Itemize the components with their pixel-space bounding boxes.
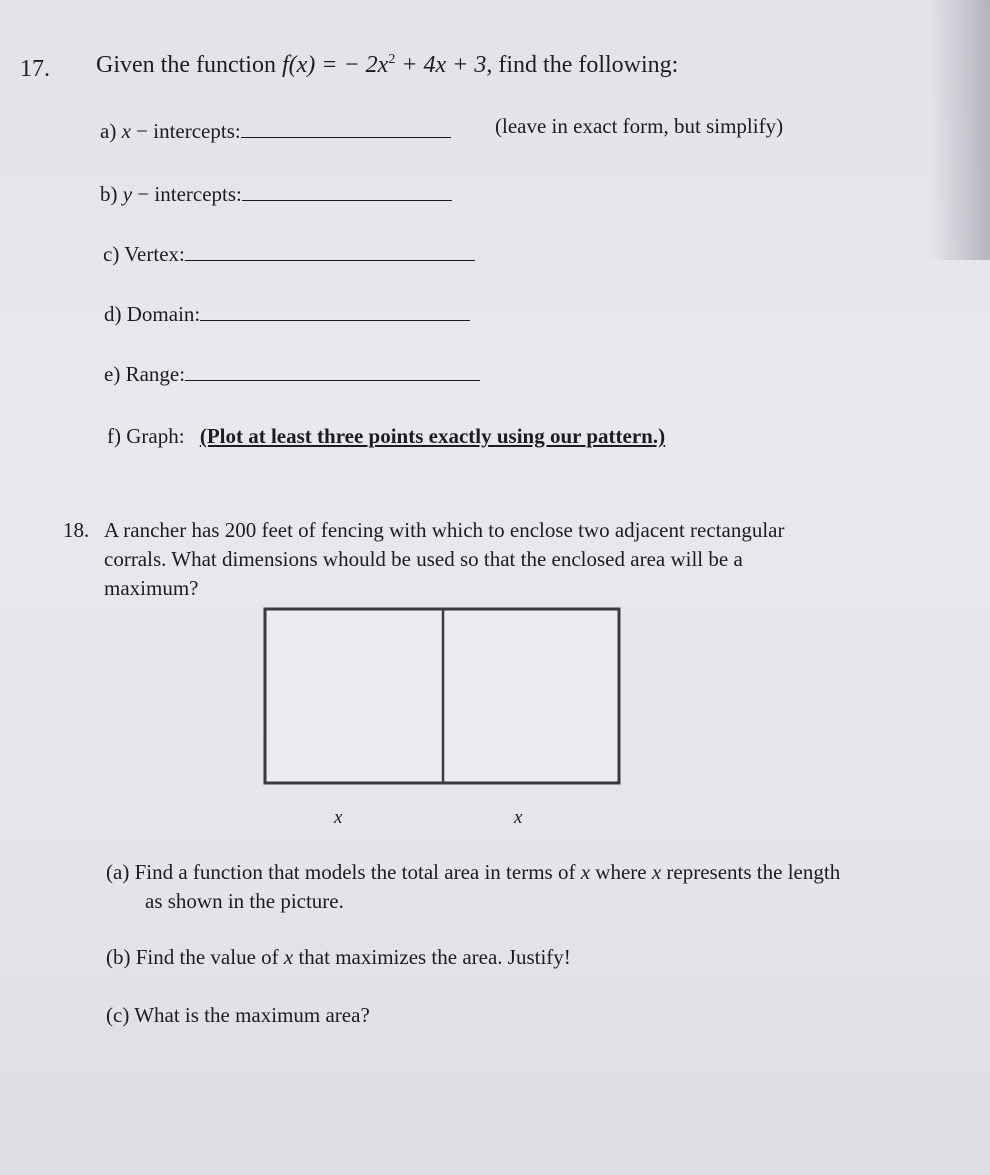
q18-b-label: (b) xyxy=(106,945,131,969)
q17-e-blank[interactable] xyxy=(185,362,480,381)
corral-x-label-left: x xyxy=(334,807,343,828)
q17-prompt xyxy=(96,52,678,79)
q17-a-var: x xyxy=(121,119,131,143)
corral-diagram xyxy=(263,607,621,785)
q17-f-instruction: (Plot at least three points exactly using our pattern.) xyxy=(199,424,666,448)
q17-b-text: − intercepts: xyxy=(132,182,242,206)
q18-text xyxy=(104,516,784,603)
corral-x-label-right: x xyxy=(514,807,523,828)
q18-b-pre: Find the value of xyxy=(135,945,284,969)
q17-number: 17. xyxy=(20,56,50,82)
q18-a-var2: x xyxy=(651,860,662,884)
q17-b-var: y xyxy=(122,182,133,206)
q18-part-c xyxy=(106,1001,370,1030)
q17-f-text: Graph: xyxy=(126,424,185,448)
page-shadow xyxy=(930,0,990,260)
q18-a-line-2: as shown in the picture. xyxy=(145,889,344,913)
q17-part-b xyxy=(100,182,452,207)
q17-e-label: e) xyxy=(104,362,121,386)
q17-c-label: c) xyxy=(103,242,120,266)
q17-part-f xyxy=(107,424,665,449)
q17-c-blank[interactable] xyxy=(185,242,475,261)
q18-a-line1-pre: Find a function that models the total area in terms of xyxy=(134,860,581,884)
q18-line-2: corrals. What dimensions whould be used so that the enclosed area will be a xyxy=(104,547,743,571)
q17-prompt-after: , find the following: xyxy=(486,52,679,78)
q17-d-text: Domain: xyxy=(126,302,201,326)
q17-a-text: − intercepts: xyxy=(130,119,241,143)
q17-function: f(x) = − 2x xyxy=(281,52,389,78)
q18-part-b xyxy=(106,943,571,972)
q18-a-var1: x xyxy=(580,860,591,884)
q17-function-rest: + 4x + 3 xyxy=(395,52,487,78)
q17-a-note: (leave in exact form, but simplify) xyxy=(495,114,784,138)
q17-f-label: f) xyxy=(107,424,121,448)
q18-c-text: What is the maximum area? xyxy=(134,1003,370,1027)
q18-c-label: (c) xyxy=(106,1003,130,1027)
q17-exponent: 2 xyxy=(388,52,396,67)
q18-part-a xyxy=(106,858,840,916)
q17-part-e xyxy=(104,362,480,387)
q18-number: 18. xyxy=(63,518,90,542)
q18-line-3: maximum? xyxy=(104,576,199,600)
q18-b-var: x xyxy=(283,945,294,969)
q17-e-text: Range: xyxy=(125,362,186,386)
q17-d-blank[interactable] xyxy=(200,302,470,321)
q18-line-1: A rancher has 200 feet of fencing with which to enclose two adjacent rectangular xyxy=(104,518,785,542)
q17-c-text: Vertex: xyxy=(124,242,185,266)
q17-part-c xyxy=(103,242,475,267)
q17-d-label: d) xyxy=(104,302,122,326)
q18-a-line1-mid: where xyxy=(590,860,652,884)
q17-part-d xyxy=(104,302,470,327)
q18-a-line1-post: represents the length xyxy=(661,860,841,884)
q17-b-blank[interactable] xyxy=(242,182,452,201)
q18-b-post: that maximizes the area. Justify! xyxy=(293,945,571,969)
q17-prompt-before: Given the function xyxy=(96,52,282,78)
q17-a-blank[interactable] xyxy=(241,119,451,138)
q17-a-label: a) xyxy=(100,119,117,143)
q17-part-a xyxy=(100,119,451,144)
q17-b-label: b) xyxy=(100,182,118,206)
q18-a-label: (a) xyxy=(106,860,130,884)
